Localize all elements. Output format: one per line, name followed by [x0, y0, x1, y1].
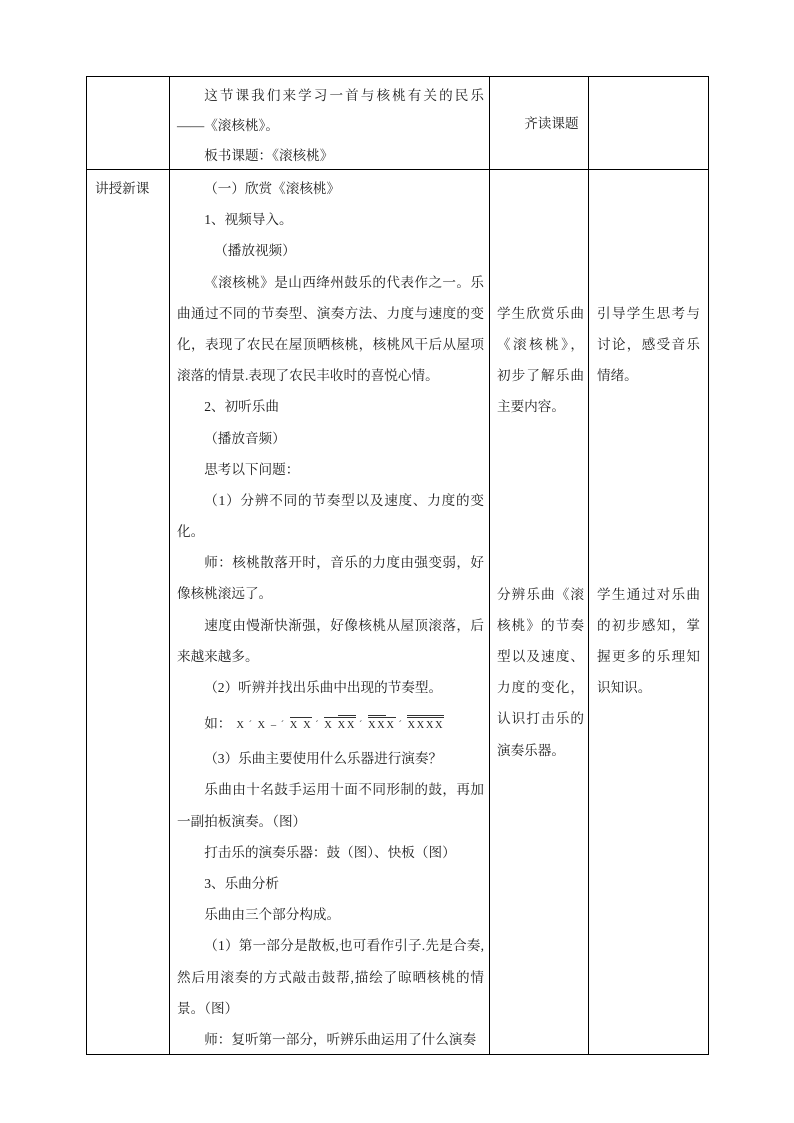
rhythm-separator: ˊ: [248, 720, 254, 732]
paragraph: [177, 930, 484, 1024]
design-intent-cell: [589, 77, 709, 170]
student-activity: [490, 77, 588, 169]
teacher-activity: [170, 77, 489, 169]
text-line: 引导学生思考与: [597, 305, 700, 321]
rhythm-prefix: 如：: [204, 716, 232, 732]
paragraph: [177, 868, 484, 899]
rhythm-group: [258, 718, 278, 733]
paragraph: [177, 703, 484, 743]
text-line: 2、初听乐曲: [204, 399, 279, 415]
rhythm-example-line: [177, 703, 484, 743]
text-line: （1）第一部分是散板,也可看作引子.先是合奏,: [204, 938, 484, 954]
text-line: 来越来越多。: [177, 648, 259, 664]
note-block: [497, 298, 584, 423]
text-line: 曲通过不同的节奏型、演奏方法、力度与速度的变: [177, 305, 484, 321]
paragraph: [177, 610, 484, 672]
teacher-activity-cell: [170, 170, 490, 1055]
text-line: 打击乐的演奏乐器：鼓（图）、快板（图）: [204, 844, 456, 860]
table-row: [87, 77, 709, 170]
rhythm-separator: ˊ: [280, 720, 286, 732]
paragraph: [177, 173, 484, 204]
paragraph: [177, 204, 484, 235]
paragraph: [177, 391, 484, 422]
design-intent-empty: [589, 77, 708, 169]
teacher-activity-cell: [170, 77, 490, 170]
paragraph: [177, 423, 484, 454]
rhythm-separator: ˊ: [359, 720, 364, 732]
text-line: （播放视频）: [214, 243, 296, 259]
teacher-activity: [170, 170, 489, 1054]
text-line: 师：核桃散落开时，音乐的力度由强变弱，好: [204, 555, 484, 571]
text-line: 识知识。: [597, 680, 652, 696]
paragraph: [177, 672, 484, 703]
text-line: 乐曲由十名鼓手运用十面不同形制的鼓，再加: [204, 782, 484, 798]
rhythm-notes: X X: [290, 717, 313, 733]
text-line: 演奏乐器。: [497, 742, 565, 758]
text-line: 化，表现了农民在屋顶晒核桃，核桃风干后从屋项: [177, 336, 484, 352]
paragraph: [177, 547, 484, 609]
paragraph: [177, 899, 484, 930]
text-line: （2）听辨并找出乐曲中出现的节奏型。: [204, 680, 443, 695]
text-line: 1、视频导入。: [204, 212, 293, 228]
text-line: 滚落的情景.表现了农民丰收时的喜悦心情。: [177, 368, 439, 384]
text-line: （3）乐曲主要使用什么乐器进行演奏？: [204, 751, 443, 767]
text-line: 的初步感知，掌: [597, 617, 700, 633]
text-line: 型以及速度、: [497, 648, 584, 664]
text-line: 认识打击乐的: [497, 711, 584, 727]
design-intent-cell: [589, 170, 709, 1055]
text-line: 学生通过对乐曲: [597, 586, 700, 602]
text-line: 《滚核桃》，: [497, 336, 584, 352]
text-line: 主要内容。: [497, 399, 565, 415]
text-line: 握更多的乐理知: [597, 648, 700, 664]
rhythm-separator: ˊ: [315, 720, 321, 732]
rhythm-notes: XX: [368, 715, 386, 733]
text-line: 一副拍板演奏。（图）: [177, 813, 307, 829]
student-activity: [490, 170, 588, 1054]
text-line: （1）分辨不同的节奏型以及速度、力度的变: [204, 492, 484, 508]
table-row: [87, 170, 709, 1055]
section-label-empty: [87, 77, 169, 169]
note-block: [497, 579, 584, 766]
lesson-plan-table: [86, 76, 709, 1055]
text-line: 思考以下问题：: [204, 461, 300, 477]
text-line: 齐读课题: [524, 116, 579, 131]
text-line: 初步了解乐曲: [497, 368, 584, 384]
rhythm-notes: X: [386, 717, 395, 733]
paragraph: [177, 267, 484, 392]
rhythm-group: [324, 715, 356, 733]
paragraph: [177, 1024, 484, 1055]
note-block: [597, 298, 700, 392]
rhythm-notes: X: [236, 720, 246, 732]
paragraph: [177, 235, 484, 266]
rhythm-separator: ˊ: [398, 720, 404, 732]
rhythm-group: [368, 715, 396, 733]
text-line: 分辨乐曲《滚: [497, 586, 584, 602]
text-line: （播放音频）: [204, 430, 286, 446]
rhythm-notes: XXXX: [407, 715, 444, 733]
section-cell: [87, 77, 170, 170]
rhythm-notes: X: [324, 717, 337, 733]
text-line: 化。: [177, 524, 205, 540]
text-line: （一）欣赏《滚核桃》: [204, 181, 341, 196]
design-intent: [589, 170, 708, 1054]
paragraph: [497, 109, 579, 139]
note-block: [597, 579, 700, 704]
student-activity-cell: [490, 170, 589, 1055]
text-line: 景。（图）: [177, 1000, 239, 1016]
text-line: 乐曲由三个部分构成。: [204, 907, 341, 923]
text-line: 像核桃滚远了。: [177, 586, 273, 602]
section-label: 讲授新课: [95, 181, 150, 196]
rhythm-notes: XX: [338, 715, 356, 733]
paragraph: [177, 774, 484, 836]
text-line: 板书课题：《滚核桃》: [204, 148, 334, 163]
text-line: 《滚核桃》是山西绛州鼓乐的代表作之一。乐: [204, 274, 484, 290]
text-line: ——《滚核桃》。: [177, 118, 279, 133]
text-line: 师：复听第一部分，听辨乐曲运用了什么演奏: [204, 1031, 477, 1047]
rhythm-notation: [236, 705, 444, 747]
text-line: 这节课我们来学习一首与核桃有关的民乐: [204, 88, 484, 103]
text-line: 速度由慢渐快渐强，好像核桃从屋顶滚落，后: [204, 617, 484, 633]
student-activity-cell: [490, 77, 589, 170]
text-line: 讨论，感受音乐: [597, 336, 700, 352]
paragraph: [177, 485, 484, 547]
text-line: 力度的变化，: [497, 680, 584, 696]
paragraph: [177, 141, 484, 171]
rhythm-group: [407, 715, 444, 733]
text-line: 然后用滚奏的方式敲击鼓帮,描绘了晾晒核桃的情: [177, 969, 484, 985]
paragraph: [177, 743, 484, 774]
text-line: 3、乐曲分析: [204, 875, 279, 891]
text-line: 情绪。: [597, 368, 638, 384]
rhythm-group: [290, 717, 313, 733]
rhythm-notes: X –: [257, 720, 278, 732]
text-line: 核桃》的节奏: [497, 617, 584, 633]
rhythm-group: [236, 718, 245, 733]
paragraph: [177, 81, 484, 141]
paragraph: [177, 837, 484, 868]
paragraph: [177, 454, 484, 485]
text-line: 学生欣赏乐曲: [497, 305, 584, 321]
section-cell: [87, 170, 170, 1055]
